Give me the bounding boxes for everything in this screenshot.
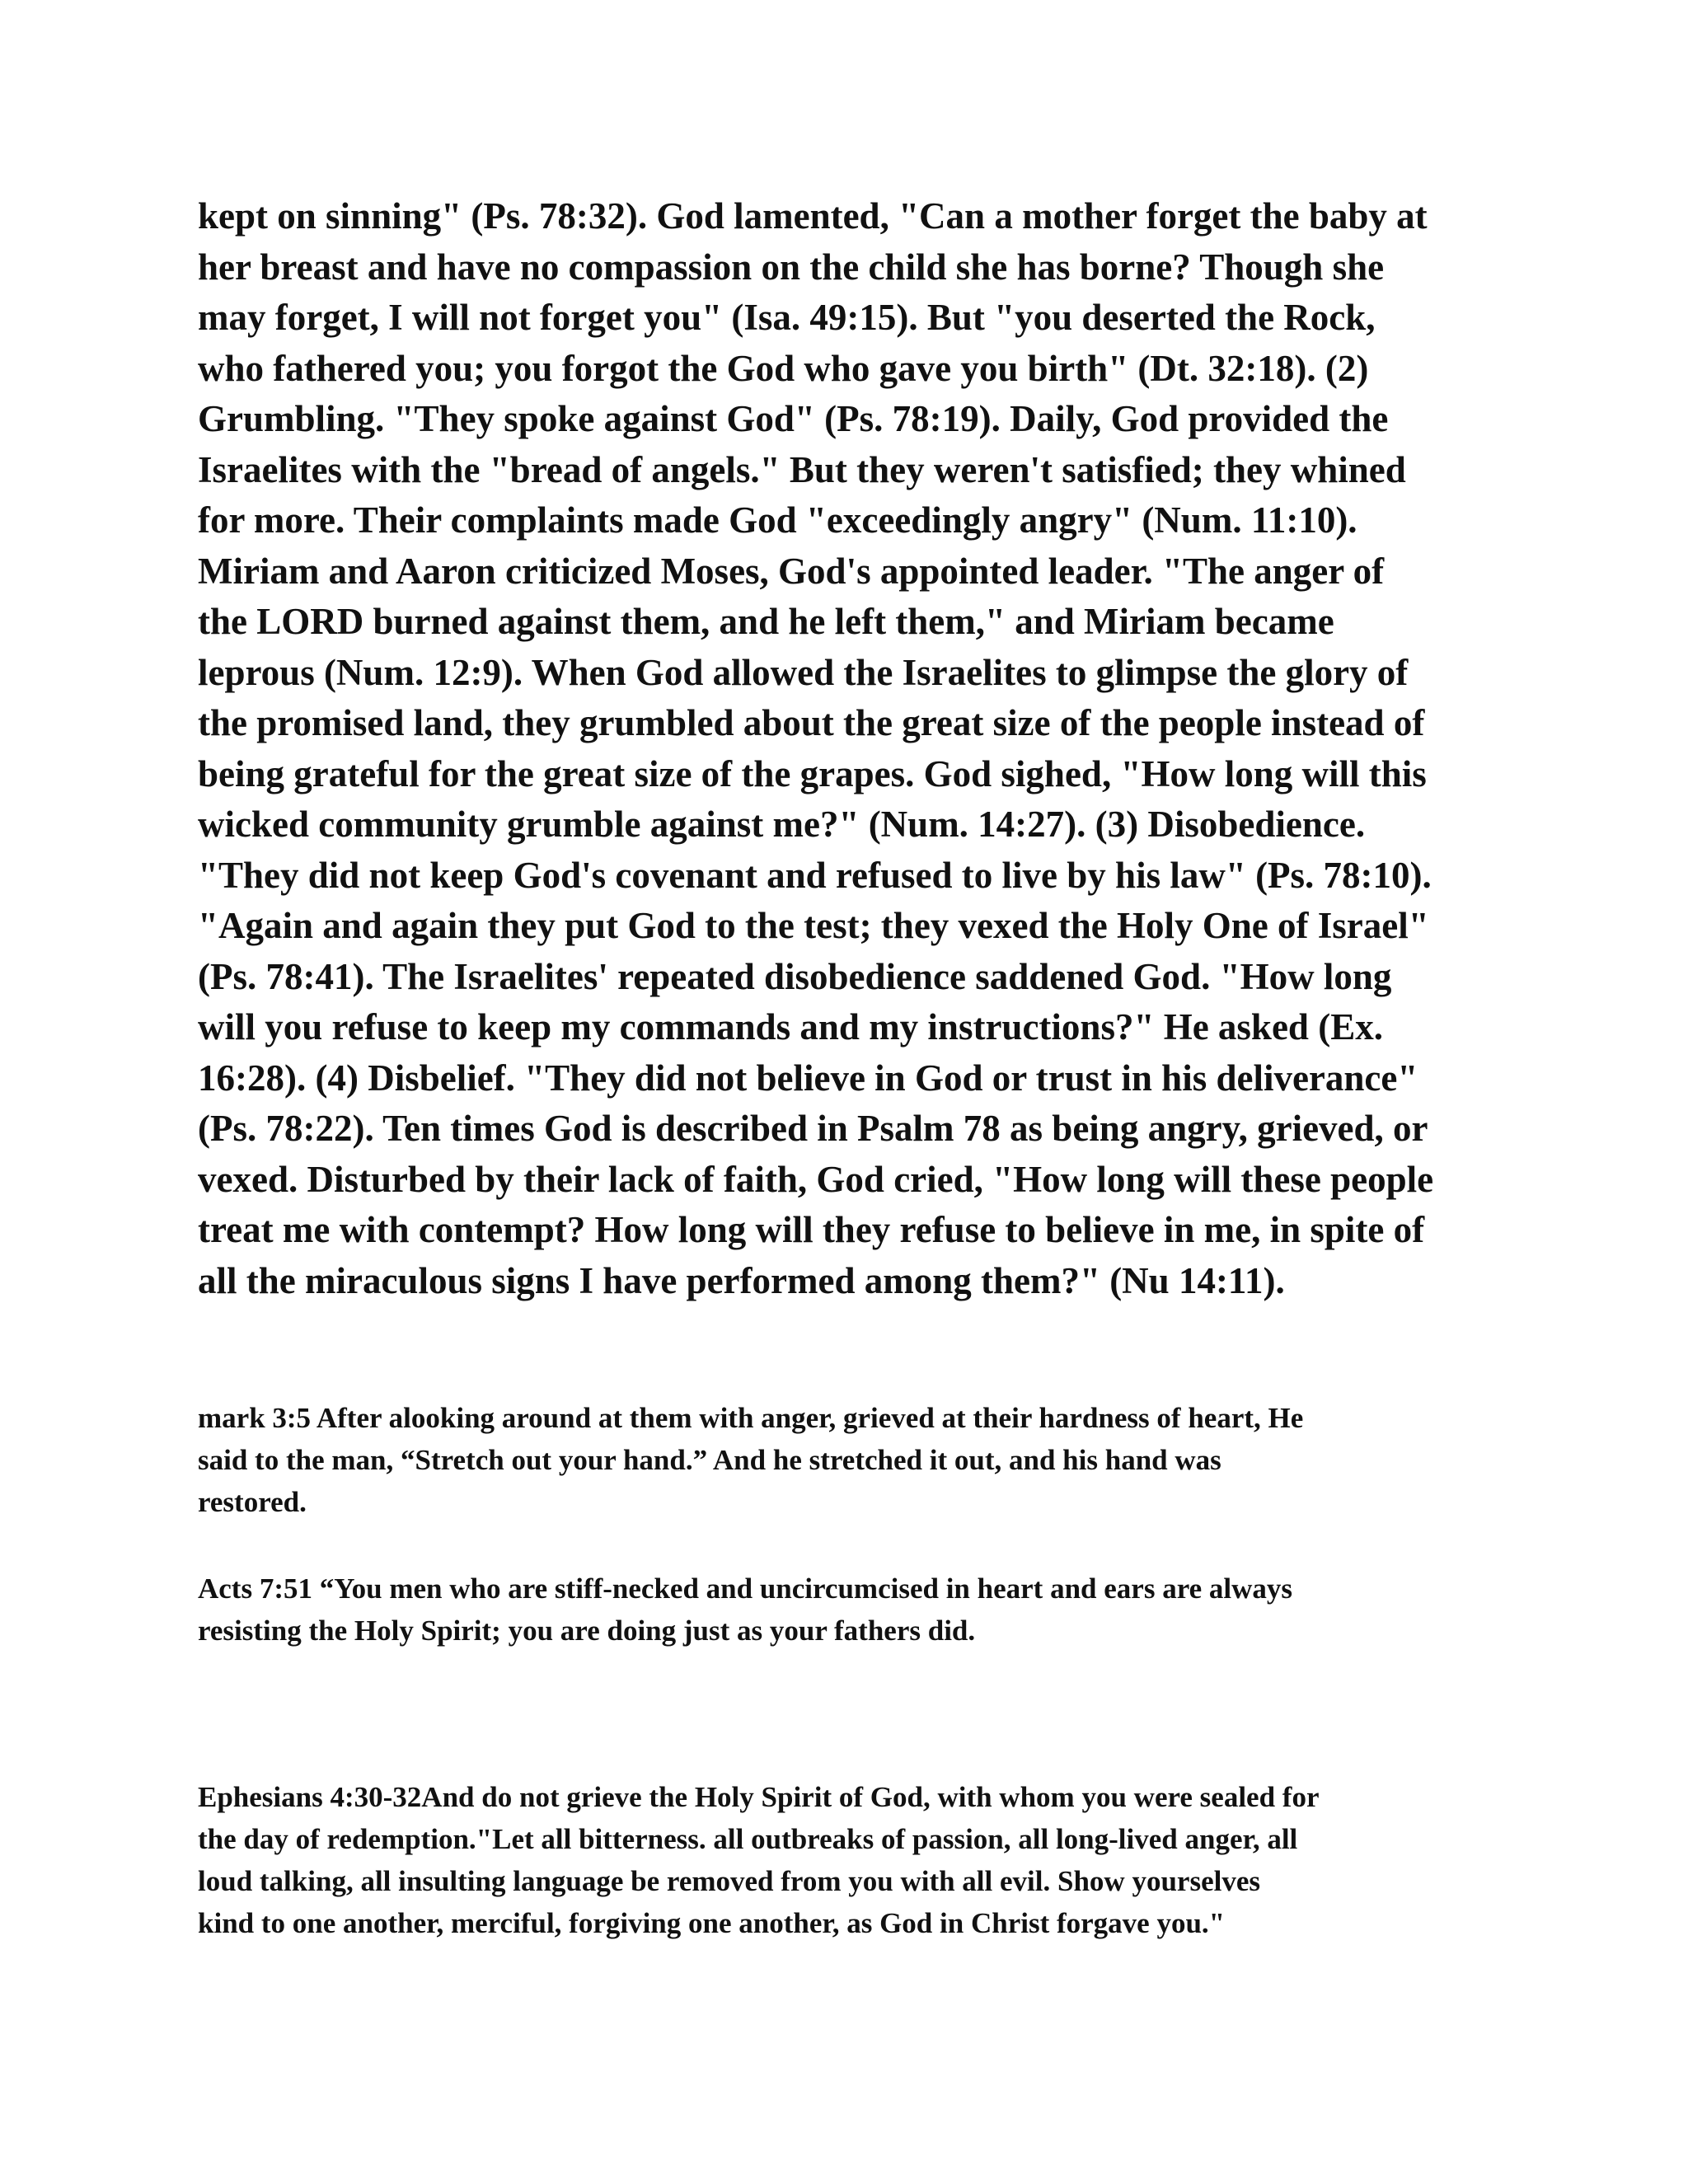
passage-line: Miriam and Aaron criticized Moses, God's appointed leader. "The anger of — [198, 550, 1385, 592]
verse-line: Acts 7:51 “You men who are stiff-necked and uncircumcised in heart and ears are always — [198, 1572, 1293, 1605]
verse-line: resisting the Holy Spirit; you are doing just as your fathers did. — [198, 1615, 976, 1647]
passage-line: wicked community grumble against me?" (Num. 14:27). (3) Disobedience. — [198, 804, 1366, 845]
passage-line: (Ps. 78:41). The Israelites' repeated disobedience saddened God. "How long — [198, 955, 1392, 997]
passage-line: the promised land, they grumbled about the great size of the people instead of — [198, 702, 1425, 743]
passage-line: "They did not keep God's covenant and refused to live by his law" (Ps. 78:10). — [198, 854, 1432, 896]
passage-line: her breast and have no compassion on the child she has borne? Though she — [198, 246, 1385, 288]
verse-line: kind to one another, merciful, forgiving one another, as God in Christ forgave you." — [198, 1907, 1226, 1939]
ephesians-verse — [198, 1776, 1484, 1944]
passage-line: being grateful for the great size of the grapes. God sighed, "How long will this — [198, 752, 1427, 794]
passage-line: all the miraculous signs I have performed among them?" (Nu 14:11). — [198, 1259, 1285, 1301]
verse-line: loud talking, all insulting language be removed from you with all evil. Show yourselves — [198, 1865, 1260, 1897]
passage-line: Grumbling. "They spoke against God" (Ps. 78:19). Daily, God provided the — [198, 398, 1389, 439]
verse-line: said to the man, “Stretch out your hand.” And he stretched it out, and his hand was — [198, 1444, 1221, 1476]
passage-line: "Again and again they put God to the test; they vexed the Holy One of Israel" — [198, 905, 1429, 946]
verse-line: mark 3:5 After alooking around at them with anger, grieved at their hardness of heart, He — [198, 1402, 1304, 1434]
passage-line: 16:28). (4) Disbelief. "They did not believe in God or trust in his deliverance" — [198, 1057, 1418, 1099]
passage-line: Israelites with the "bread of angels." But they weren't satisfied; they whined — [198, 448, 1406, 490]
passage-line: will you refuse to keep my commands and my instructions?" He asked (Ex. — [198, 1006, 1383, 1047]
passage-line: who fathered you; you forgot the God who gave you birth" (Dt. 32:18). (2) — [198, 347, 1369, 389]
passage-line: may forget, I will not forget you" (Isa. 49:15). But "you deserted the Rock, — [198, 297, 1376, 338]
passage-line: leprous (Num. 12:9). When God allowed the Israelites to glimpse the glory of — [198, 651, 1409, 693]
verse-line: the day of redemption."Let all bitterness. all outbreaks of passion, all long-lived anger, all — [198, 1823, 1298, 1855]
passage-line: for more. Their complaints made God "exceedingly angry" (Num. 11:10). — [198, 499, 1357, 541]
verse-line: restored. — [198, 1486, 307, 1518]
acts-verse — [198, 1568, 1484, 1652]
passage-line: treat me with contempt? How long will they refuse to believe in me, in spite of — [198, 1209, 1425, 1250]
mark-verse — [198, 1397, 1484, 1523]
passage-line: vexed. Disturbed by their lack of faith, God cried, "How long will these people — [198, 1158, 1434, 1200]
main-passage — [198, 191, 1508, 1306]
verse-line: Ephesians 4:30-32And do not grieve the Holy Spirit of God, with whom you were sealed for — [198, 1781, 1320, 1813]
passage-line: (Ps. 78:22). Ten times God is described in Psalm 78 as being angry, grieved, or — [198, 1108, 1428, 1149]
passage-line: the LORD burned against them, and he left them," and Miriam became — [198, 601, 1334, 642]
passage-line: kept on sinning" (Ps. 78:32). God lamented, "Can a mother forget the baby at — [198, 195, 1428, 237]
